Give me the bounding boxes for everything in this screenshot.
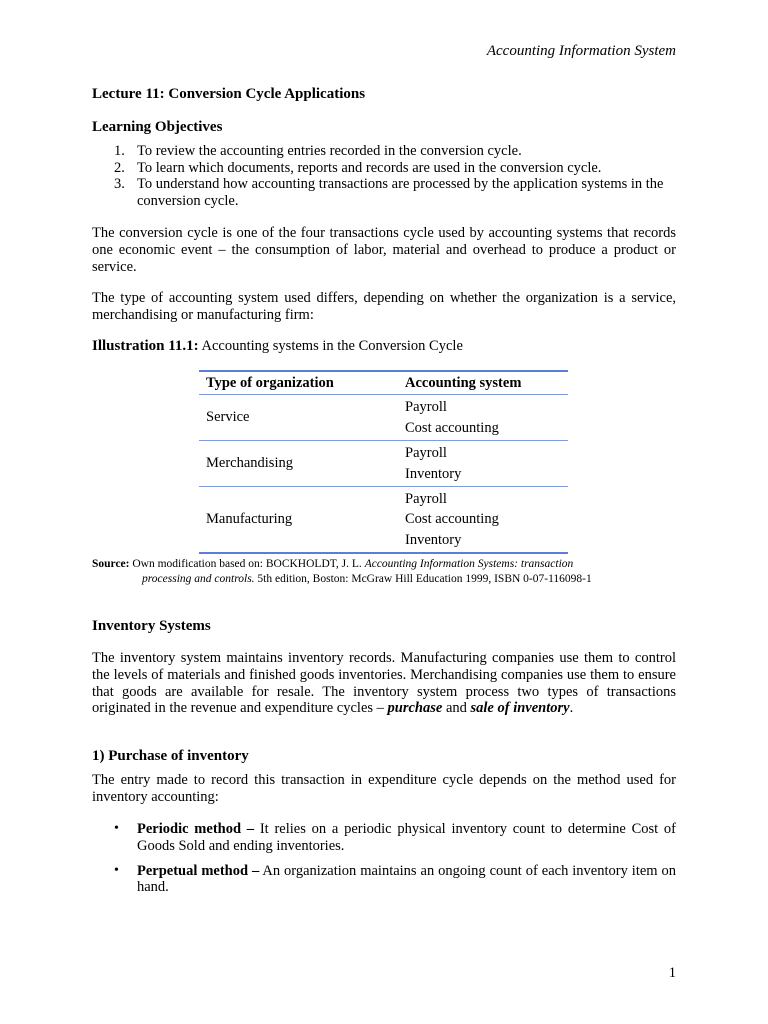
bullet-term: Perpetual method –	[137, 862, 260, 879]
list-item-text: To review the accounting entries recorded in the conversion cycle.	[137, 143, 522, 159]
table-row	[199, 487, 568, 552]
purchase-term: purchase	[387, 700, 443, 717]
system-types-paragraph: The type of accounting system used differs, depending on whether the organization is a service, merchandising or manufacturing firm:	[92, 290, 676, 323]
inventory-paragraph	[92, 650, 676, 717]
list-item	[114, 863, 676, 897]
bullet-description: It relies on a periodic physical inventory count to determine Cost of Goods Sold and ending inventories.	[137, 821, 677, 854]
inventory-heading: Inventory Systems	[92, 618, 211, 634]
cell-system-line: Payroll	[405, 445, 447, 461]
column-header-system: Accounting system	[405, 374, 522, 391]
cell-system-line: Cost accounting	[405, 419, 499, 436]
source-prefix: Own modification based on: BOCKHOLDT, J. L.	[132, 558, 362, 570]
objectives-heading: Learning Objectives	[92, 119, 223, 135]
cell-systems	[405, 397, 568, 438]
cell-system-line: Payroll	[405, 399, 447, 415]
cell-organization: Manufacturing	[206, 511, 293, 527]
running-header: Accounting Information System	[486, 43, 676, 59]
method-bullet-list	[114, 821, 676, 904]
table-header-row	[199, 372, 568, 394]
accounting-systems-table	[199, 370, 568, 554]
source-note	[92, 557, 676, 587]
source-title-part1: Accounting Information Systems: transaction	[364, 558, 574, 570]
list-item	[114, 143, 676, 160]
purchase-heading: 1) Purchase of inventory	[92, 748, 249, 764]
list-item-number: 3.	[114, 176, 125, 192]
cell-system-line: Payroll	[405, 490, 447, 507]
inventory-end: .	[569, 700, 574, 717]
list-item	[114, 821, 676, 855]
cell-systems	[405, 489, 568, 551]
list-item-number: 2.	[114, 159, 125, 176]
bullet-description: An organization maintains an ongoing count of each inventory item on hand.	[137, 862, 676, 896]
list-item	[114, 160, 676, 177]
bullet-icon: •	[114, 862, 119, 878]
table-bottom-rule	[199, 552, 568, 554]
table-row	[199, 441, 568, 486]
list-item-text: To understand how accounting transactions are processed by the application systems in the conversion cycle.	[137, 176, 664, 209]
page-number: 1	[668, 965, 676, 981]
illustration-caption	[92, 338, 463, 355]
list-item-number: 1.	[114, 143, 125, 159]
cell-organization: Service	[206, 409, 250, 425]
list-item-text: To learn which documents, reports and records are used in the conversion cycle.	[137, 159, 602, 176]
list-item	[114, 176, 676, 209]
objectives-list	[114, 143, 676, 209]
conversion-cycle-paragraph: The conversion cycle is one of the four transactions cycle used by accounting systems that records one economic event – the consumption of labor, material and overhead to produce a product or service.	[92, 225, 676, 275]
source-suffix: 5th edition, Boston: McGraw Hill Education 1999, ISBN 0-07-116098-1	[257, 573, 592, 585]
inventory-text: The inventory system maintains inventory records. Manufacturing companies use them to control the levels of materials and finished goods inventories. Merchandising companies use them to ensure that goods are available for resale. The inventory system process two types of transactions originated in the revenue and expenditure cycles –	[92, 650, 676, 717]
bullet-text	[137, 821, 676, 855]
column-header-organization: Type of organization	[206, 374, 334, 391]
cell-systems	[405, 443, 568, 484]
illustration-label: Illustration 11.1:	[92, 338, 199, 354]
source-label: Source:	[92, 558, 130, 570]
illustration-title: Accounting systems in the Conversion Cycle	[201, 338, 463, 354]
lecture-title: Lecture 11: Conversion Cycle Applications	[92, 86, 366, 102]
source-second-line	[92, 572, 676, 587]
bullet-text	[137, 863, 676, 897]
table-row	[199, 395, 568, 440]
cell-organization: Merchandising	[206, 455, 293, 471]
and-word: and	[445, 700, 467, 717]
cell-system-line: Cost accounting	[405, 511, 499, 528]
sale-term: sale of inventory	[470, 700, 570, 717]
cell-system-line: Inventory	[405, 531, 462, 548]
source-title-part2: processing and controls.	[142, 573, 255, 585]
bullet-term: Periodic method –	[137, 821, 255, 837]
cell-system-line: Inventory	[405, 465, 462, 482]
purchase-paragraph: The entry made to record this transaction in expenditure cycle depends on the method used for inventory accounting:	[92, 772, 676, 805]
bullet-icon: •	[114, 821, 119, 836]
